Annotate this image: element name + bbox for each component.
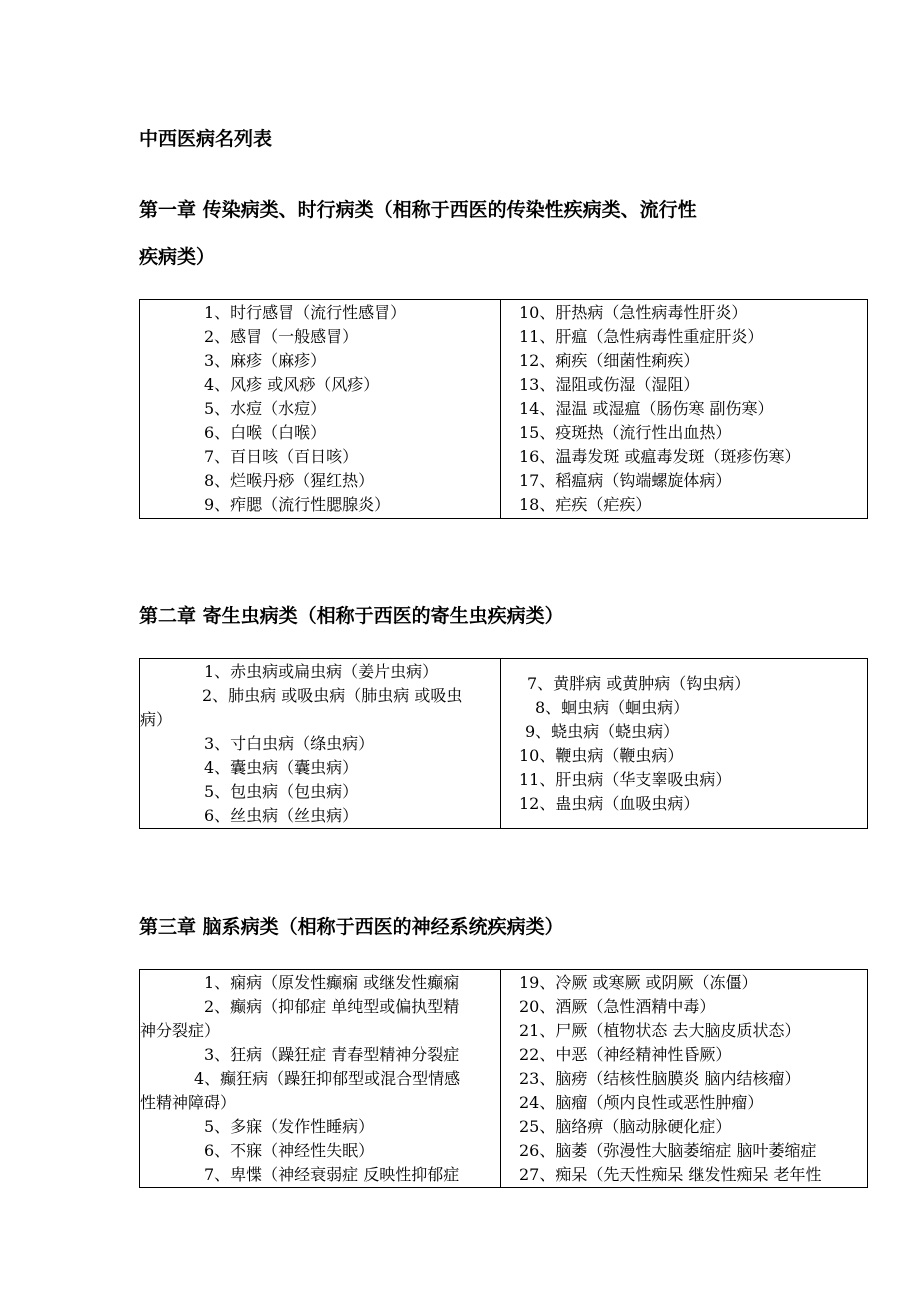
table-cell: 17、稻瘟病（钩端螺旋体病） xyxy=(519,471,732,490)
table-cell: 11、肝虫病（华支睾吸虫病） xyxy=(519,770,732,789)
chapter3-left-column xyxy=(140,970,501,1187)
chapter3-right-column xyxy=(501,970,867,1187)
table-cell: 4、囊虫病（囊虫病） xyxy=(204,758,359,777)
table-cell: 性精神障碍） xyxy=(140,1093,237,1112)
table-cell: 13、湿阻或伤湿（湿阻） xyxy=(519,375,700,394)
table-cell: 7、黄胖病 或黄肿病（钩虫病） xyxy=(527,674,751,693)
chapter2-heading: 第二章 寄生虫病类（相称于西医的寄生虫疾病类） xyxy=(139,605,564,627)
table-cell: 24、脑瘤（颅内良性或恶性肿瘤） xyxy=(519,1093,764,1112)
table-cell: 11、肝瘟（急性病毒性重症肝炎） xyxy=(519,327,764,346)
table-cell: 2、感冒（一般感冒） xyxy=(204,327,359,346)
table-cell: 25、脑络痹（脑动脉硬化症） xyxy=(519,1117,732,1136)
table-cell: 18、疟疾（疟疾） xyxy=(519,495,652,514)
chapter2-right-column xyxy=(501,659,867,828)
table-cell: 5、多寐（发作性睡病） xyxy=(204,1117,375,1136)
table-cell: 5、包虫病（包虫病） xyxy=(204,782,359,801)
table-cell: 9、蛲虫病（蛲虫病） xyxy=(525,722,680,741)
table-cell: 2、肺虫病 或吸虫病（肺虫病 或吸虫 xyxy=(202,686,463,705)
chapter3-heading: 第三章 脑系病类（相称于西医的神经系统疾病类） xyxy=(139,916,564,938)
table-cell: 7、百日咳（百日咳） xyxy=(204,447,359,466)
chapter2-table xyxy=(139,658,868,829)
table-cell: 6、丝虫病（丝虫病） xyxy=(204,806,359,825)
document-title: 中西医病名列表 xyxy=(139,128,273,150)
table-cell: 10、鞭虫病（鞭虫病） xyxy=(519,746,684,765)
table-cell: 9、痄腮（流行性腮腺炎） xyxy=(204,495,391,514)
table-cell: 23、脑痨（结核性脑膜炎 脑内结核瘤） xyxy=(519,1069,801,1088)
chapter3-table xyxy=(139,969,868,1188)
table-cell: 15、疫斑热（流行性出血热） xyxy=(519,423,732,442)
chapter1-heading-cont: 疾病类） xyxy=(139,246,216,268)
table-cell: 16、温毒发斑 或瘟毒发斑（斑疹伤寒） xyxy=(519,447,801,466)
table-cell: 14、湿温 或湿瘟（肠伤寒 副伤寒） xyxy=(519,399,774,418)
table-cell: 5、水痘（水痘） xyxy=(204,399,327,418)
table-cell: 6、白喉（白喉） xyxy=(204,423,327,442)
table-cell: 26、脑萎（弥漫性大脑萎缩症 脑叶萎缩症 xyxy=(519,1141,817,1160)
chapter1-table xyxy=(139,299,868,519)
table-cell: 12、痢疾（细菌性痢疾） xyxy=(519,351,700,370)
table-cell: 8、蛔虫病（蛔虫病） xyxy=(535,698,690,717)
table-cell: 21、尸厥（植物状态 去大脑皮质状态） xyxy=(519,1021,801,1040)
table-cell: 2、癫病（抑郁症 单纯型或偏执型精 xyxy=(204,997,460,1016)
table-cell: 12、蛊虫病（血吸虫病） xyxy=(519,794,700,813)
table-cell: 4、癫狂病（躁狂抑郁型或混合型情感 xyxy=(194,1069,461,1088)
table-cell: 27、痴呆（先天性痴呆 继发性痴呆 老年性 xyxy=(519,1165,822,1184)
table-cell: 神分裂症） xyxy=(140,1021,221,1040)
table-cell: 4、风疹 或风痧（风疹） xyxy=(204,375,380,394)
table-cell: 3、狂病（躁狂症 青春型精神分裂症 xyxy=(204,1045,460,1064)
table-cell: 8、烂喉丹痧（猩红热） xyxy=(204,471,375,490)
table-cell: 7、卑惵（神经衰弱症 反映性抑郁症 xyxy=(204,1165,460,1184)
chapter1-right-column xyxy=(501,300,867,518)
table-cell: 22、中恶（神经精神性昏厥） xyxy=(519,1045,732,1064)
table-cell: 3、寸白虫病（绦虫病） xyxy=(204,734,375,753)
table-cell: 1、痫病（原发性癫痫 或继发性癫痫 xyxy=(204,973,460,992)
table-cell: 10、肝热病（急性病毒性肝炎） xyxy=(519,303,748,322)
table-cell: 6、不寐（神经性失眠） xyxy=(204,1141,375,1160)
chapter2-left-column xyxy=(140,659,501,828)
table-cell: 3、麻疹（麻疹） xyxy=(204,351,327,370)
table-cell: 病） xyxy=(140,710,173,729)
chapter1-heading: 第一章 传染病类、时行病类（相称于西医的传染性疾病类、流行性 xyxy=(139,199,697,221)
table-cell: 1、时行感冒（流行性感冒） xyxy=(204,303,407,322)
chapter1-left-column xyxy=(140,300,501,518)
table-cell: 19、冷厥 或寒厥 或阴厥（冻僵） xyxy=(519,973,758,992)
table-cell: 20、酒厥（急性酒精中毒） xyxy=(519,997,716,1016)
table-cell: 1、赤虫病或扁虫病（姜片虫病） xyxy=(204,662,439,681)
